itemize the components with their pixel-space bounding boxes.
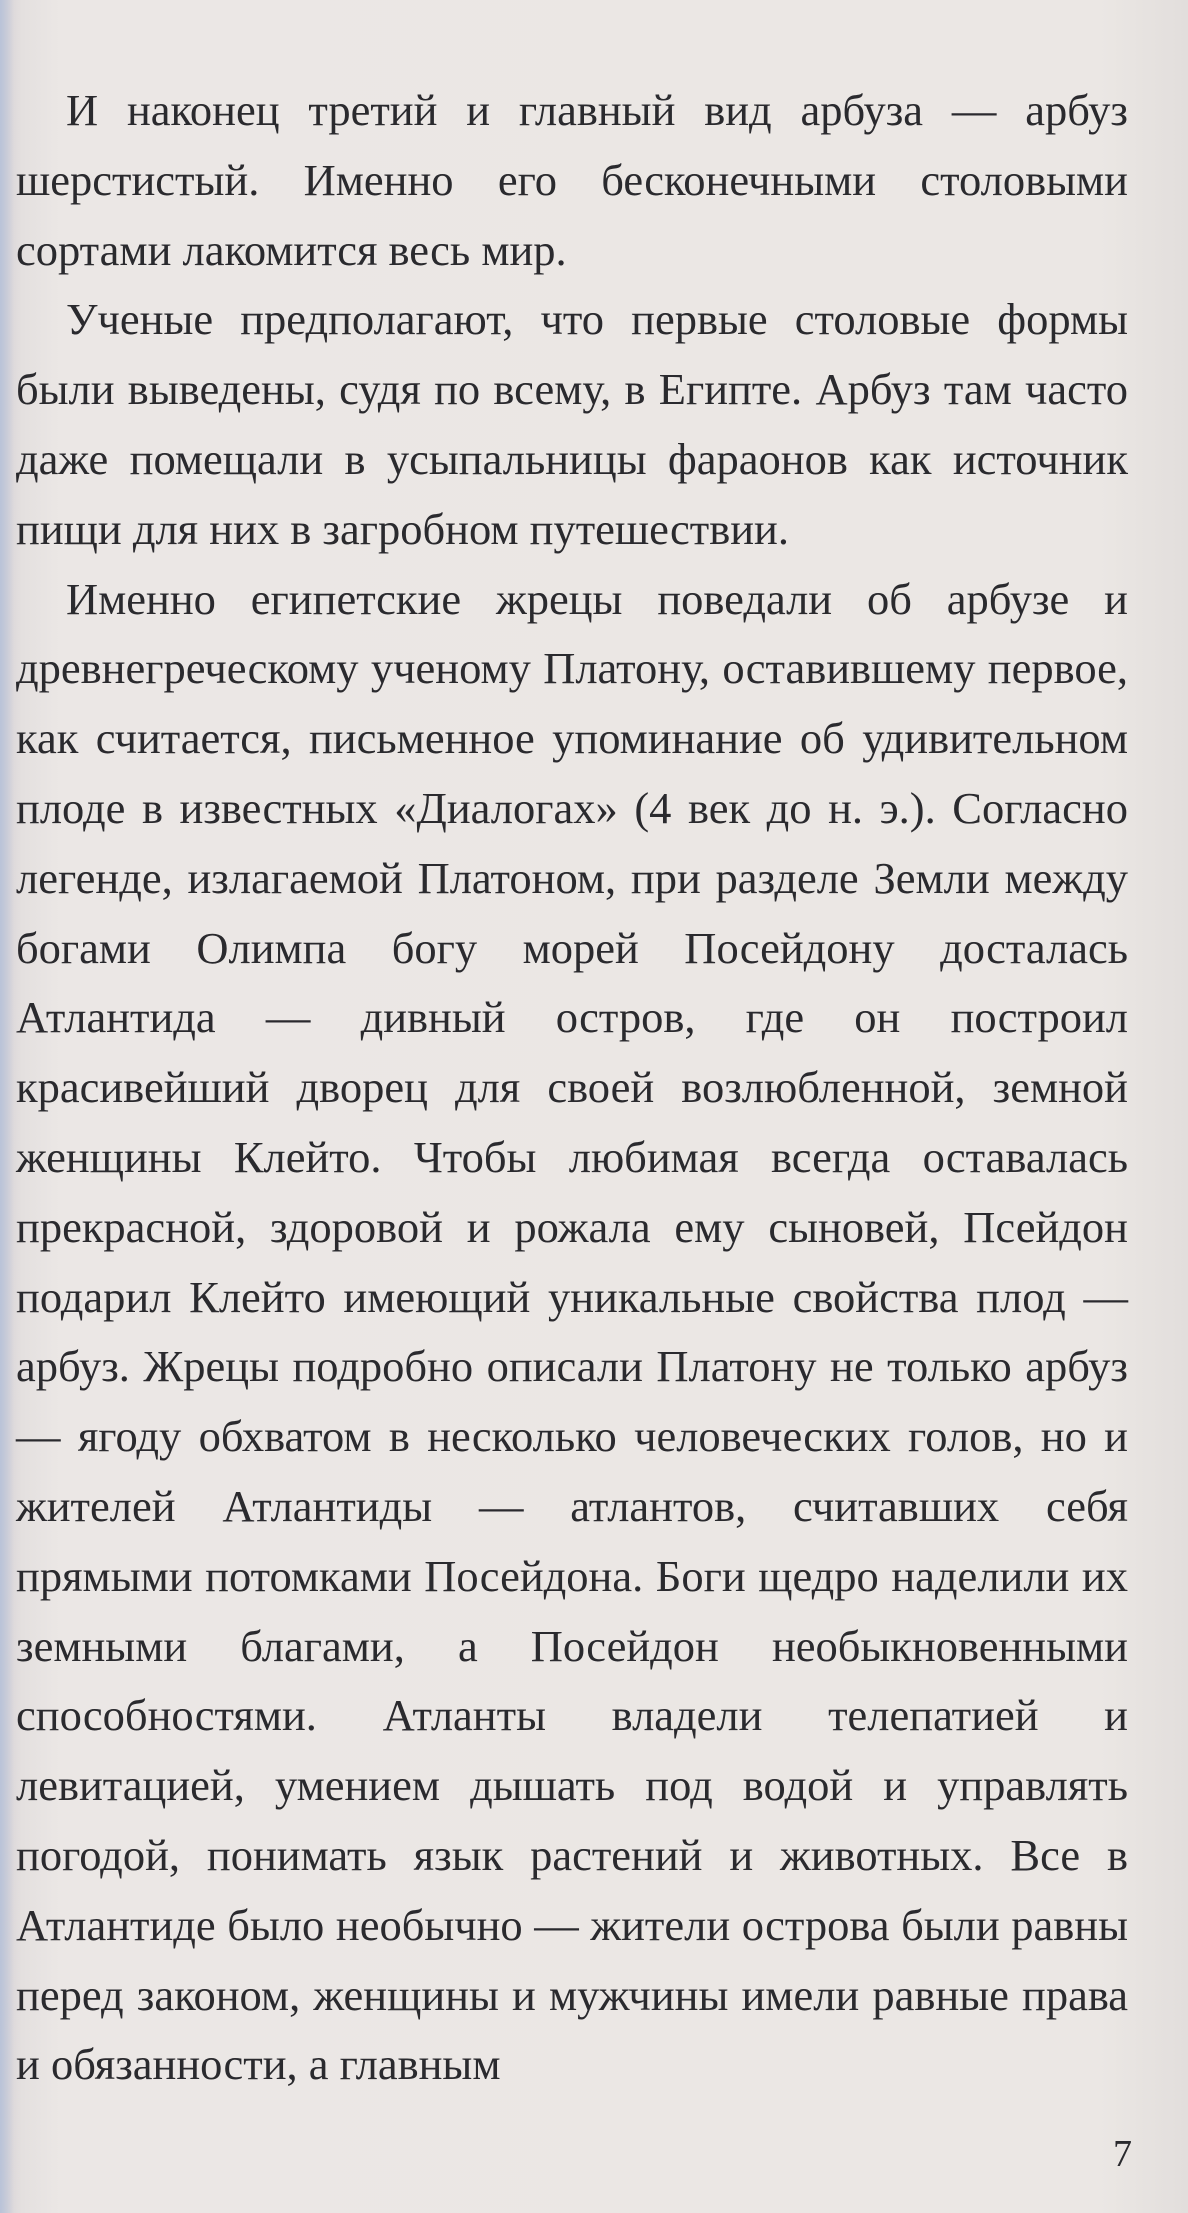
- page-number: 7: [1113, 2133, 1132, 2175]
- body-text: [16, 76, 1128, 2100]
- paragraph-2: Ученые предполагают, что первые столовые формы были выведены, судя по всему, в Египте. Арбуз там часто даже помещали в усыпальницы фараонов как источник пищи для них в загробном путешествии.: [16, 294, 1128, 554]
- paragraph-1: И наконец третий и главный вид арбуза — арбуз шерстистый. Именно его бесконечными столовыми сортами лакомится весь мир.: [16, 85, 1128, 275]
- paragraph-3: Именно египетские жрецы поведали об арбузе и древнегреческому ученому Платону, оставившему первое, как считается, письменное упоминание об удивительном плоде в известных «Диалогах» (4 век до н. э.). Согласно легенде, излагаемой Платоном, при разделе Земли между богами Олимпа богу морей Посейдону досталась Атлантида — дивный остров, где он построил красивейший дворец для своей возлюбленной, земной женщины Клейто. Чтобы любимая всегда оставалась прекрасной, здоровой и рожала ему сыновей, Псейдон подарил Клейто имеющий уникальные свойства плод — арбуз. Жрецы подробно описали Платону не только арбуз — ягоду обхватом в несколько человеческих голов, но и жителей Атлантиды — атлантов, считавших себя прямыми потомками Посейдона. Боги щедро наделили их земными благами, а Посейдон необыкновенными способностями. Атланты владели телепатией и левитацией, умением дышать под водой и управлять погодой, понимать язык растений и животных. Все в Атлантиде было необычно — жители острова были равны перед законом, женщины и мужчины имели равные права и обязанности, а главным: [16, 573, 1128, 2090]
